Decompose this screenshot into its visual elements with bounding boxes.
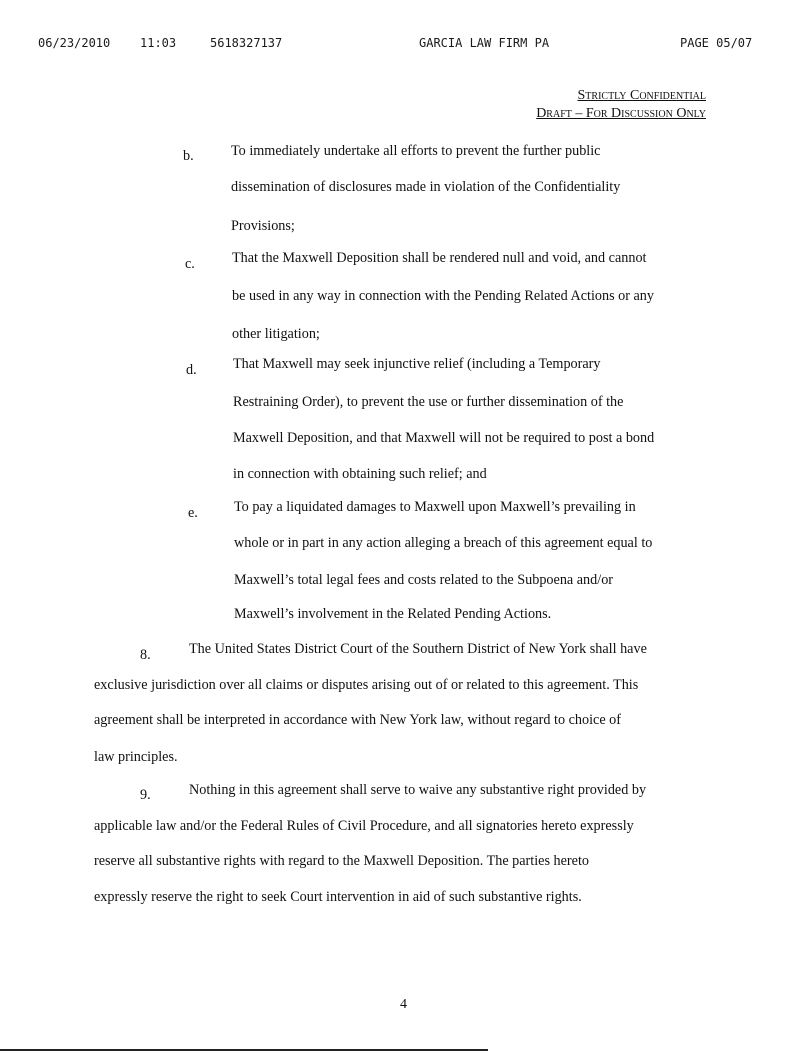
paragraph-line: Nothing in this agreement shall serve to waive any substantive right provided by [189, 782, 647, 798]
list-line: dissemination of disclosures made in violation of the Confidentiality [231, 179, 621, 195]
list-line: be used in any way in connection with the Pending Related Actions or any [232, 288, 654, 304]
paragraph-line: reserve all substantive rights with regard to the Maxwell Deposition. The parties hereto [94, 853, 589, 869]
paragraph-line: applicable law and/or the Federal Rules of Civil Procedure, and all signatories hereto expressly [94, 818, 634, 834]
paragraph-line: law principles. [94, 749, 178, 765]
fax-header [0, 36, 807, 52]
fax-time: 11:03 [140, 36, 177, 50]
page-number: 4 [400, 997, 407, 1012]
fax-date: 06/23/2010 [38, 36, 111, 50]
list-line: in connection with obtaining such relief; and [233, 466, 487, 482]
bottom-rule [0, 1049, 488, 1051]
list-marker: d. [186, 362, 197, 378]
list-line: To immediately undertake all efforts to prevent the further public [231, 143, 601, 159]
list-line: Maxwell Deposition, and that Maxwell will not be required to post a bond [233, 430, 655, 446]
draft-label: Draft – For Discussion Only [536, 106, 706, 121]
list-marker: b. [183, 148, 194, 164]
list-line: Provisions; [231, 218, 295, 234]
list-line: That Maxwell may seek injunctive relief (including a Temporary [233, 356, 601, 372]
list-line: Maxwell’s total legal fees and costs related to the Subpoena and/or [234, 572, 614, 588]
list-line: whole or in part in any action alleging a breach of this agreement equal to [234, 535, 653, 551]
paragraph-line: The United States District Court of the Southern District of New York shall have [189, 641, 647, 657]
paragraph-line: expressly reserve the right to seek Court intervention in aid of such substantive rights. [94, 889, 582, 905]
list-line: To pay a liquidated damages to Maxwell upon Maxwell’s prevailing in [234, 499, 636, 515]
list-line: Restraining Order), to prevent the use or further dissemination of the [233, 394, 624, 410]
confidential-label: Strictly Confidential [577, 88, 706, 103]
fax-page-count: PAGE 05/07 [680, 36, 753, 50]
list-line: Maxwell’s involvement in the Related Pending Actions. [234, 606, 552, 622]
fax-firm-name: GARCIA LAW FIRM PA [419, 36, 550, 50]
list-line: That the Maxwell Deposition shall be rendered null and void, and cannot [232, 250, 647, 266]
paragraph-number: 8. [140, 647, 151, 663]
fax-number: 5618327137 [210, 36, 283, 50]
list-line: other litigation; [232, 326, 320, 342]
paragraph-line: agreement shall be interpreted in accordance with New York law, without regard to choice of [94, 712, 621, 728]
paragraph-number: 9. [140, 787, 151, 803]
paragraph-line: exclusive jurisdiction over all claims or disputes arising out of or related to this agreement. This [94, 677, 639, 693]
list-marker: c. [185, 256, 195, 272]
list-marker: e. [188, 505, 198, 521]
